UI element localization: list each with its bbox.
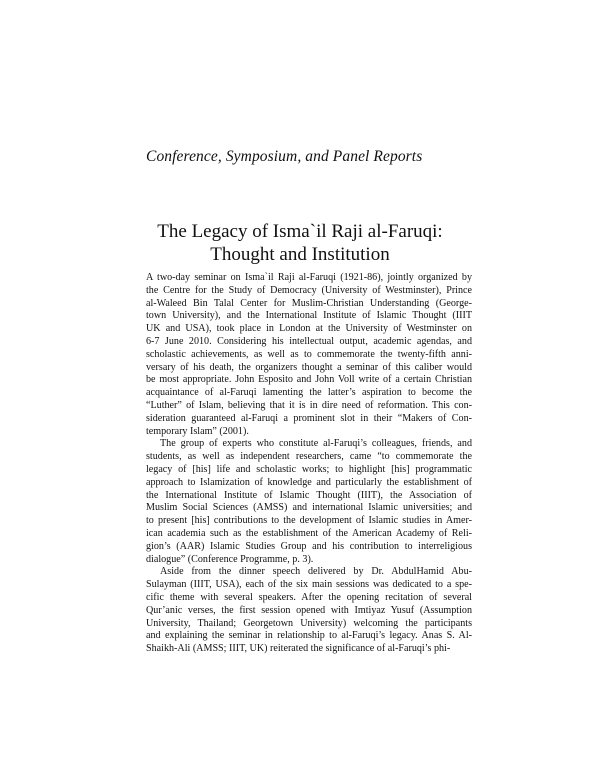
article-title [120, 220, 480, 266]
text-line: UK and USA), took place in London at the University of Westminster on [146, 323, 472, 335]
text-line: A two-day seminar on Isma`il Raji al-Faruqi (1921-86), jointly organized by [146, 272, 472, 283]
text-line: Aside from the dinner speech delivered by Dr. AbdulHamid Abu- [160, 566, 472, 578]
article-body [146, 272, 472, 656]
text-line: “Luther” of Islam, believing that it is in dire need of reformation. This con- [146, 399, 472, 411]
text-line: town University), and the International Institute of Islamic Thought (IIIT [146, 310, 472, 322]
text-line: cific theme with several speakers. After the opening recitation of several [146, 591, 472, 603]
paragraph [146, 272, 472, 438]
text-line: scholastic achievements, as well as to commemorate the twenty-fifth anni- [146, 348, 472, 360]
paragraph [146, 438, 472, 566]
text-line: temporary Islam” (2001). [146, 425, 249, 437]
paragraph [146, 566, 472, 656]
text-line: Sulayman (IIIT, USA), each of the six main sessions was dedicated to a spe- [146, 579, 472, 591]
text-line: 6-7 June 2010. Considering his intellectual output, academic agendas, and [146, 335, 472, 347]
text-line: acquaintance of al-Faruqi lamenting the latter’s aspiration to become the [146, 387, 472, 399]
text-line: the International Institute of Islamic Thought (IIIT), the Association of [146, 489, 472, 501]
text-line: sideration guaranteed al-Faruqi a prominent slot in their “Makers of Con- [146, 412, 472, 424]
text-line: University, Thailand; Georgetown University) welcoming the participants [146, 617, 472, 629]
text-line: al-Waleed Bin Talal Center for Muslim-Christian Understanding (George- [146, 297, 472, 309]
text-line: legacy of [his] life and scholastic works; to highlight [his] programmatic [146, 463, 472, 475]
text-line: be most appropriate. John Esposito and John Voll write of a certain Christian [146, 374, 472, 386]
text-line: gion’s (AAR) Islamic Studies Group and his contribution to interreligious [146, 540, 472, 552]
text-line: approach to Islamization of knowledge and particularly the establishment of [146, 476, 472, 488]
text-line: Qur’anic verses, the first session opened with Imtiyaz Yusuf (Assumption [146, 604, 472, 616]
title-line: The Legacy of Isma`il Raji al-Faruqi: [157, 221, 443, 242]
text-line: students, as well as independent researchers, came “to commemorate the [146, 451, 472, 463]
text-line: to present [his] contributions to the development of Islamic studies in Amer- [146, 515, 472, 527]
section-header: Conference, Symposium, and Panel Reports [146, 148, 423, 165]
title-line: Thought and Institution [210, 244, 390, 265]
text-line: the Centre for the Study of Democracy (University of Westminster), Prince [146, 284, 472, 296]
text-line: versary of his death, the organizers thought a seminar of this caliber would [146, 361, 472, 373]
text-line: dialogue” (Conference Programme, p. 3). [146, 553, 314, 565]
text-line: and explaining the seminar in relationship to al-Faruqi’s legacy. Anas S. Al- [146, 630, 472, 642]
text-line: The group of experts who constitute al-Faruqi’s colleagues, friends, and [160, 438, 472, 450]
text-line: ican academia such as the establishment of the American Academy of Reli- [146, 527, 472, 539]
text-line: Shaikh-Ali (AMSS; IIIT, UK) reiterated the significance of al-Faruqi’s phi- [146, 643, 451, 655]
text-line: Muslim Social Sciences (AMSS) and international Islamic universities; and [146, 502, 472, 514]
